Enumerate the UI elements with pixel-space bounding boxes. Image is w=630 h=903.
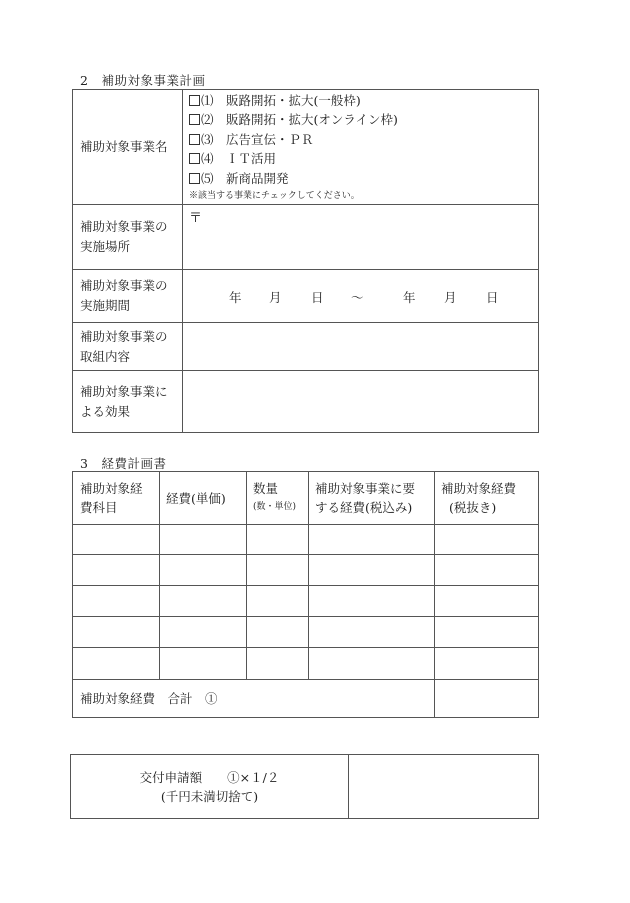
option-row[interactable] bbox=[189, 130, 538, 150]
start-day-unit: 日 bbox=[311, 290, 324, 305]
start-month-unit: 月 bbox=[269, 290, 282, 305]
option-row[interactable] bbox=[189, 91, 538, 111]
table-cell[interactable] bbox=[73, 648, 160, 680]
header-line: (数・単位) bbox=[253, 502, 297, 512]
grant-label-line1: 交付申請額 ①×１/２ bbox=[139, 769, 280, 785]
period-field[interactable] bbox=[183, 270, 539, 323]
location-label bbox=[73, 205, 183, 270]
business-name-label: 補助対象事業名 bbox=[73, 90, 183, 205]
header-line: 数量 bbox=[253, 481, 279, 496]
checkbox[interactable] bbox=[189, 134, 200, 145]
label-line: 実施期間 bbox=[80, 298, 131, 313]
plan-row-period bbox=[73, 270, 539, 323]
content-label bbox=[73, 323, 183, 371]
period-label bbox=[73, 270, 183, 323]
effect-label bbox=[73, 371, 183, 433]
range-tilde: 〜 bbox=[351, 290, 364, 305]
table-cell[interactable] bbox=[435, 555, 539, 586]
table-cell[interactable] bbox=[247, 555, 309, 586]
label-line: 補助対象事業の bbox=[80, 328, 168, 344]
table-cell[interactable] bbox=[435, 586, 539, 617]
plan-row-effect bbox=[73, 371, 539, 433]
table-row bbox=[73, 648, 539, 680]
content-field[interactable] bbox=[183, 323, 539, 371]
effect-field[interactable] bbox=[183, 371, 539, 433]
table-cell[interactable] bbox=[435, 648, 539, 680]
label-line: 補助対象事業の bbox=[80, 278, 168, 293]
option-row[interactable] bbox=[189, 110, 538, 130]
plan-table bbox=[72, 89, 539, 433]
table-cell[interactable] bbox=[160, 525, 247, 555]
expense-table bbox=[72, 471, 539, 718]
table-cell[interactable] bbox=[73, 586, 160, 617]
table-cell[interactable] bbox=[309, 525, 435, 555]
column-header-cost-excl-tax bbox=[435, 472, 539, 525]
column-header-quantity bbox=[247, 472, 309, 525]
option-label: ⑶ 広告宣伝・ＰＲ bbox=[201, 131, 314, 147]
option-label: ⑸ 新商品開発 bbox=[201, 170, 289, 186]
grant-table bbox=[70, 754, 539, 819]
option-row[interactable] bbox=[189, 169, 538, 189]
total-value-cell[interactable] bbox=[435, 680, 539, 718]
table-row bbox=[73, 525, 539, 555]
table-cell[interactable] bbox=[247, 525, 309, 555]
header-line: 費科目 bbox=[80, 500, 118, 515]
option-row[interactable] bbox=[189, 149, 538, 169]
table-cell[interactable] bbox=[247, 586, 309, 617]
start-year-unit: 年 bbox=[229, 290, 242, 305]
total-label: 補助対象経費 合計 ① bbox=[73, 680, 435, 718]
label-line: 取組内容 bbox=[80, 348, 131, 364]
table-row bbox=[73, 555, 539, 586]
grant-label bbox=[71, 755, 349, 819]
header-line: (税抜き) bbox=[449, 500, 497, 515]
column-header-category bbox=[73, 472, 160, 525]
location-field[interactable] bbox=[183, 205, 539, 270]
label-line: 補助対象事業の bbox=[80, 219, 168, 234]
option-label: ⑴ 販路開拓・拡大(一般枠) bbox=[201, 92, 361, 108]
column-header-cost-incl-tax bbox=[309, 472, 435, 525]
checkbox[interactable] bbox=[189, 173, 200, 184]
total-row bbox=[73, 680, 539, 718]
header-line: 補助対象経 bbox=[80, 481, 143, 496]
grant-amount-cell[interactable] bbox=[349, 755, 539, 819]
table-cell[interactable] bbox=[247, 648, 309, 680]
checklist-note: ※該当する事業にチェックしてください。 bbox=[189, 191, 360, 202]
table-cell[interactable] bbox=[309, 648, 435, 680]
checkbox[interactable] bbox=[189, 95, 200, 106]
section-heading-expense: 3 経費計画書 bbox=[80, 456, 167, 471]
option-label: ⑷ ＩＴ活用 bbox=[201, 151, 277, 167]
header-line: 補助対象事業に要 bbox=[315, 481, 416, 496]
table-cell[interactable] bbox=[309, 617, 435, 648]
grant-label-line2: (千円未満切捨て) bbox=[160, 788, 259, 804]
plan-row-content bbox=[73, 323, 539, 371]
postal-mark: 〒 bbox=[189, 211, 203, 226]
table-cell[interactable] bbox=[73, 525, 160, 555]
end-month-unit: 月 bbox=[444, 290, 457, 305]
header-line: 補助対象経費 bbox=[441, 481, 517, 496]
plan-row-location bbox=[73, 205, 539, 270]
option-label: ⑵ 販路開拓・拡大(オンライン枠) bbox=[201, 112, 398, 128]
end-day-unit: 日 bbox=[486, 290, 499, 305]
table-cell[interactable] bbox=[247, 617, 309, 648]
checkbox[interactable] bbox=[189, 153, 200, 164]
table-cell[interactable] bbox=[160, 586, 247, 617]
section-heading-plan: 2 補助対象事業計画 bbox=[80, 73, 206, 88]
business-type-checklist bbox=[183, 90, 539, 205]
plan-row-business-name bbox=[73, 90, 539, 205]
table-cell[interactable] bbox=[160, 648, 247, 680]
table-row bbox=[73, 586, 539, 617]
table-cell[interactable] bbox=[160, 617, 247, 648]
table-cell[interactable] bbox=[73, 555, 160, 586]
expense-header-row bbox=[73, 472, 539, 525]
header-line: する経費(税込み) bbox=[315, 500, 413, 515]
table-row bbox=[73, 617, 539, 648]
column-header-unit-price: 経費(単価) bbox=[160, 472, 247, 525]
grant-row bbox=[71, 755, 539, 819]
table-cell[interactable] bbox=[309, 555, 435, 586]
checkbox[interactable] bbox=[189, 114, 200, 125]
label-line: 補助対象事業に bbox=[80, 383, 168, 399]
table-cell[interactable] bbox=[73, 617, 160, 648]
end-year-unit: 年 bbox=[403, 290, 416, 305]
period-values bbox=[183, 288, 538, 304]
label-line: 実施場所 bbox=[80, 239, 131, 254]
table-cell[interactable] bbox=[435, 525, 539, 555]
label-line: よる効果 bbox=[80, 403, 131, 419]
table-cell[interactable] bbox=[309, 586, 435, 617]
table-cell[interactable] bbox=[160, 555, 247, 586]
table-cell[interactable] bbox=[435, 617, 539, 648]
